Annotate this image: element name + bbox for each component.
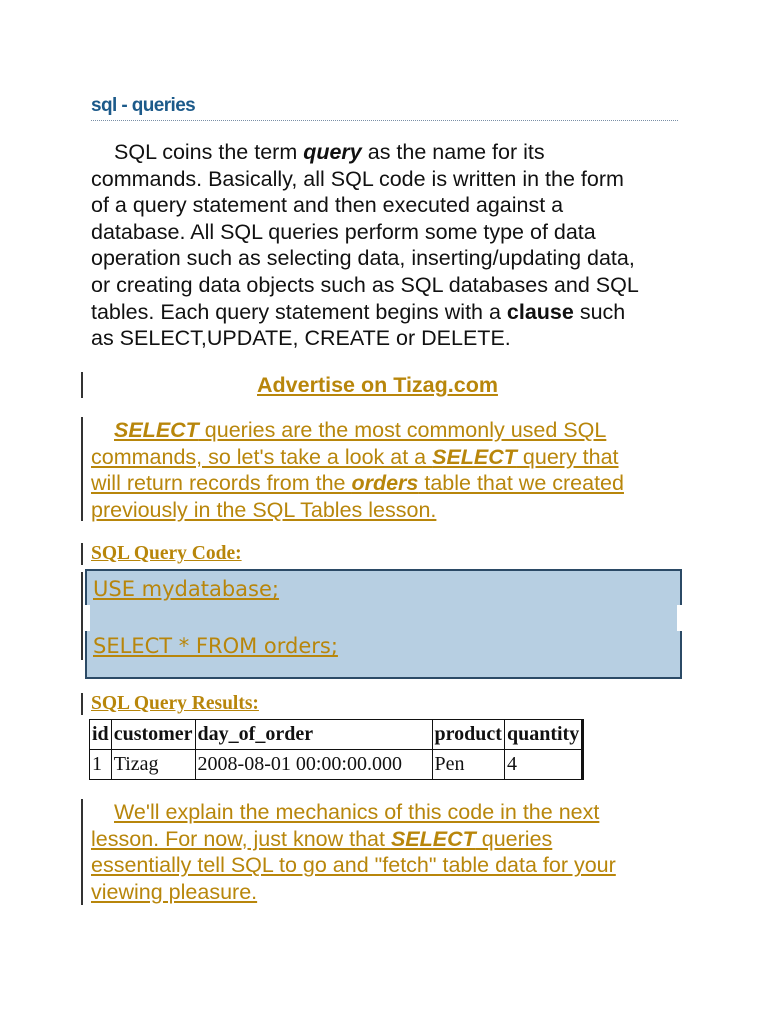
margin-bar (81, 572, 83, 660)
results-table (89, 719, 584, 780)
page-heading: sql - queries (91, 95, 196, 116)
cell-customer: Tizag (111, 750, 195, 780)
table-row (90, 750, 583, 780)
closing-line-4: viewing pleasure. (91, 879, 258, 904)
sql-query-code-label[interactable]: SQL Query Code: (91, 543, 242, 564)
intro-line-2: commands. Basically, all SQL code is written in the form (91, 166, 624, 191)
code-box-edge-mark (677, 605, 682, 631)
code-box-edge-mark (85, 605, 90, 631)
link-text: queries (475, 826, 553, 851)
cell-day-of-order: 2008-08-01 00:00:00.000 (195, 750, 432, 780)
term-select: SELECT (432, 444, 517, 469)
select-paragraph-link[interactable] (91, 417, 681, 523)
link-text: query that (516, 444, 619, 469)
closing-line-2 (91, 826, 681, 853)
cell-product: Pen (432, 750, 504, 780)
link-text: commands, so let's take a look at a (91, 444, 433, 469)
intro-line-1 (91, 139, 681, 166)
intro-line-7 (91, 299, 681, 326)
intro-line-3: of a query statement and then executed against a (91, 193, 564, 218)
cell-quantity: 4 (504, 750, 582, 780)
margin-bar (81, 543, 83, 565)
margin-bar (81, 417, 83, 521)
term-clause: clause (506, 299, 574, 324)
term-query: query (303, 140, 362, 164)
select-line-1 (91, 417, 681, 444)
link-text: will return records from the (91, 471, 352, 496)
margin-bar (81, 799, 83, 905)
link-text: queries are the most commonly used SQL (198, 418, 607, 442)
select-line-3 (91, 470, 681, 497)
col-id-header: id (90, 720, 112, 750)
col-day-of-order-header: day_of_order (195, 720, 432, 750)
term-select: SELECT (114, 418, 199, 442)
col-quantity-header: quantity (504, 720, 582, 750)
closing-line-3: essentially tell SQL to go and "fetch" table data for your (91, 853, 616, 878)
closing-line-1: We'll explain the mechanics of this code in the next (114, 800, 600, 824)
link-text: lesson. For now, just know that (91, 826, 391, 851)
select-line-4: previously in the SQL Tables lesson. (91, 497, 437, 522)
link-text: table that we created (418, 471, 624, 496)
term-select: SELECT (390, 826, 476, 851)
margin-bar (81, 372, 83, 398)
intro-line-8: as SELECT,UPDATE, CREATE or DELETE. (91, 326, 511, 351)
sql-query-results-label[interactable]: SQL Query Results: (91, 693, 259, 714)
closing-paragraph-link[interactable] (91, 799, 681, 905)
table-header-row (90, 720, 583, 750)
code-line-select[interactable]: SELECT * FROM orders; (93, 634, 338, 658)
intro-text: as the name for its (361, 140, 545, 164)
select-line-2 (91, 444, 681, 471)
intro-text: such (573, 299, 626, 324)
col-product-header: product (432, 720, 504, 750)
cell-id: 1 (90, 750, 112, 780)
intro-line-4: database. All SQL queries perform some type of data (91, 219, 596, 244)
code-line-use[interactable]: USE mydatabase; (93, 577, 279, 601)
intro-line-6: or creating data objects such as SQL databases and SQL (91, 272, 639, 297)
intro-line-5: operation such as selecting data, inserting/updating data, (91, 246, 635, 271)
intro-text: tables. Each query statement begins with a (91, 299, 507, 324)
intro-text: SQL coins the term (114, 140, 304, 164)
heading-divider (91, 120, 678, 121)
intro-paragraph (91, 139, 681, 352)
code-block (85, 569, 682, 679)
margin-bar (81, 693, 83, 715)
term-orders: orders (351, 471, 419, 496)
advertise-link[interactable]: Advertise on Tizag.com (257, 373, 498, 397)
col-customer-header: customer (111, 720, 195, 750)
